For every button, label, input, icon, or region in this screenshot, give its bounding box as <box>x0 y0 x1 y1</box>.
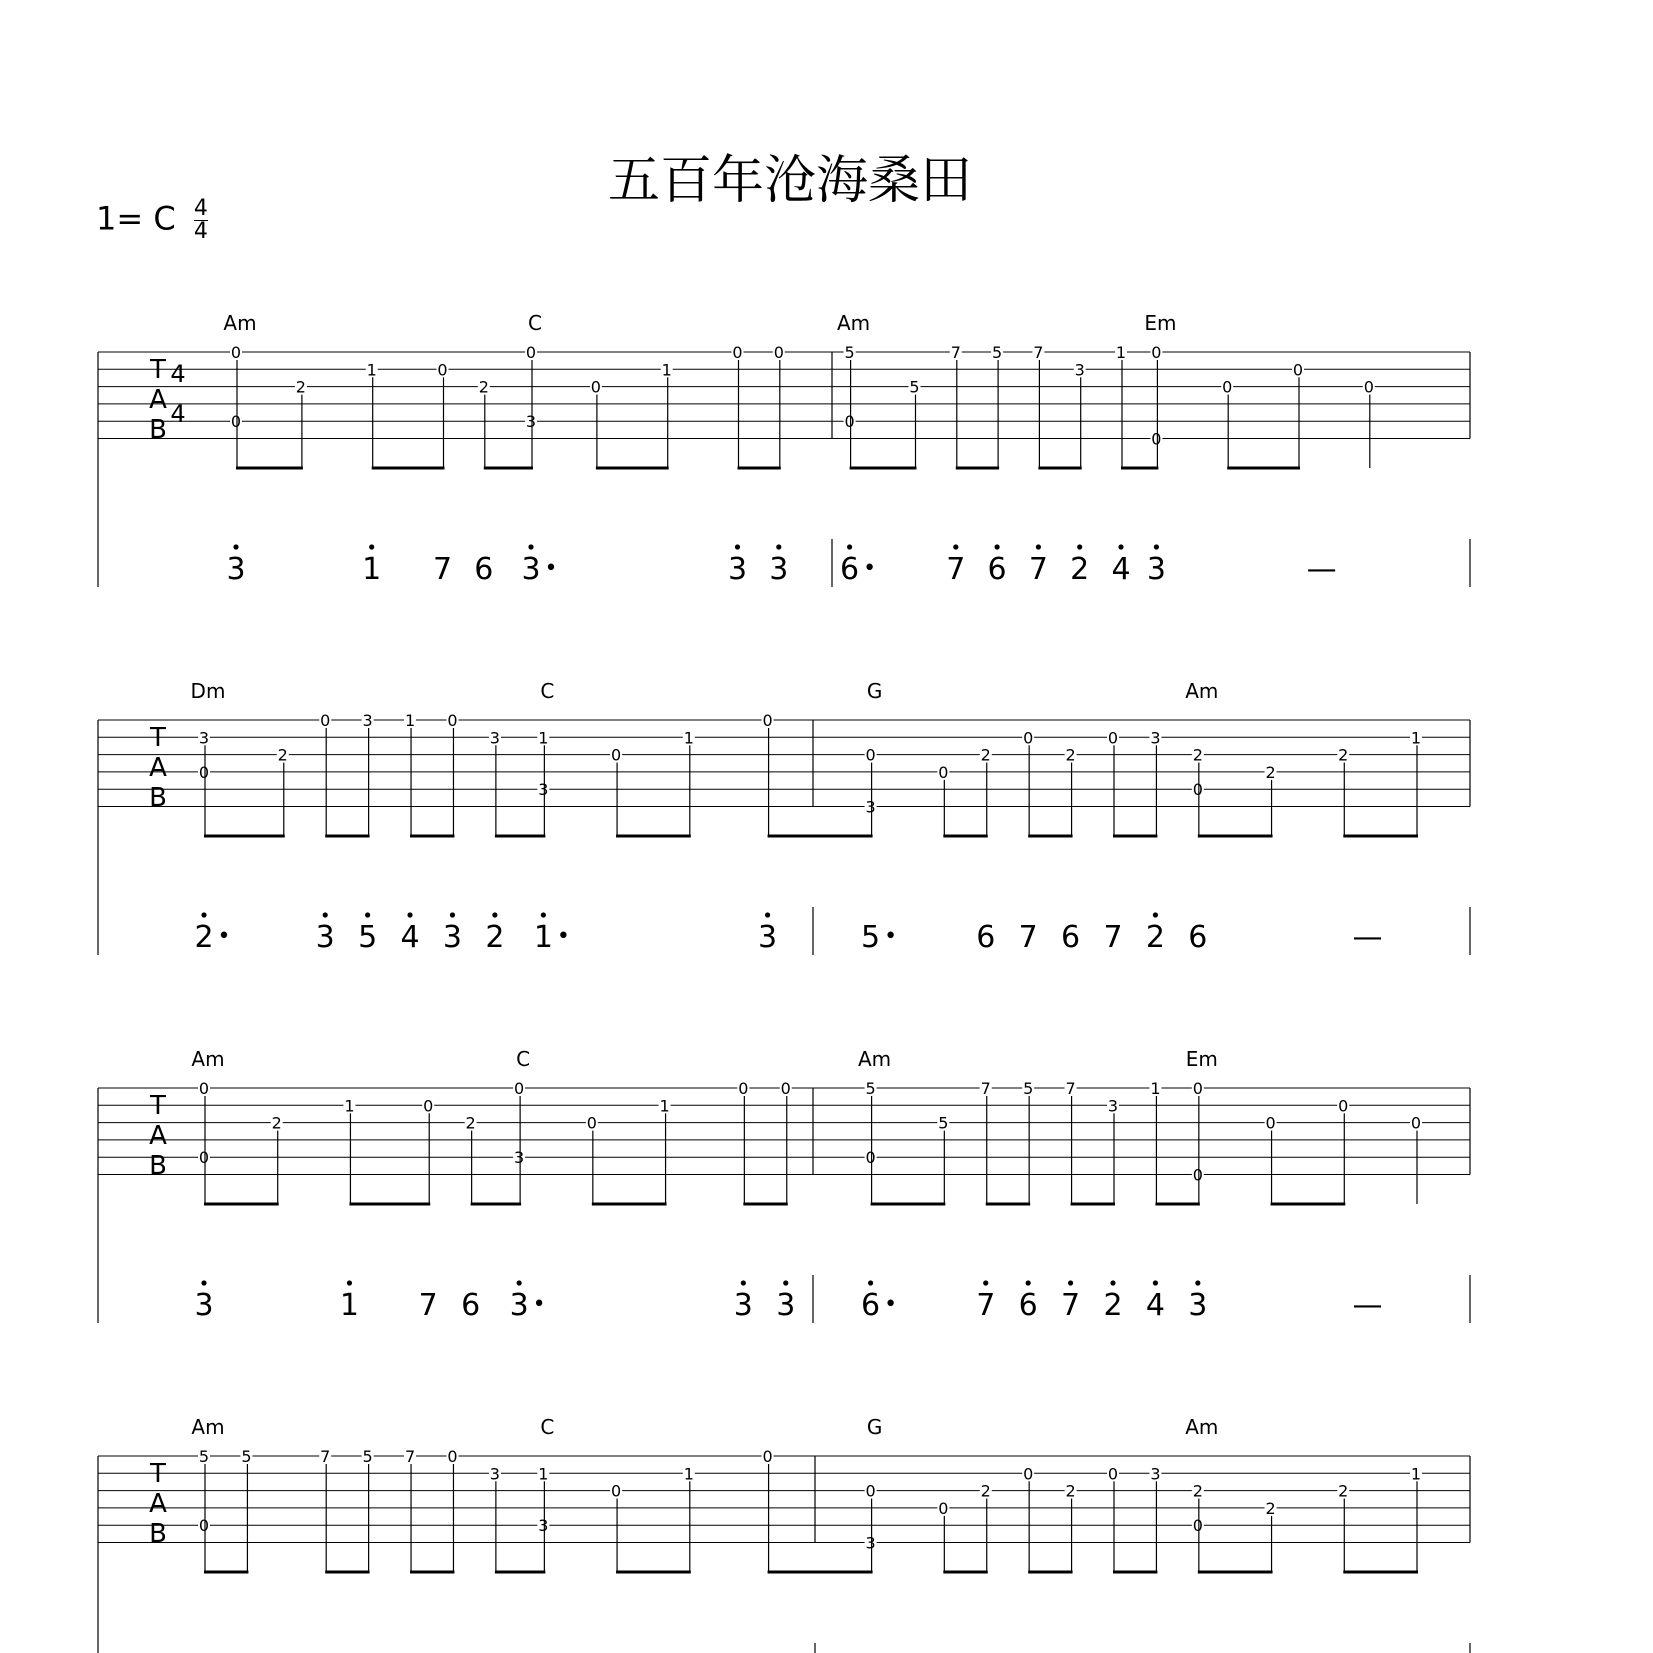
fret-number: 2 <box>1192 745 1203 765</box>
octave-dot <box>868 1280 873 1285</box>
page-title: 五百年沧海桑田 <box>607 151 972 211</box>
fret-number: 2 <box>277 745 288 765</box>
fret-number: 1 <box>683 728 694 748</box>
fret-number: 5 <box>992 343 1003 362</box>
melody-note: 2 <box>1103 1288 1123 1323</box>
augmentation-dot: • <box>884 1292 898 1317</box>
fret-number: 0 <box>1107 728 1119 748</box>
fret-number: 0 <box>844 412 855 432</box>
fret-number: 0 <box>590 377 601 397</box>
fret-number: 7 <box>1033 343 1044 362</box>
fret-number: 0 <box>198 1148 210 1168</box>
octave-dot <box>1153 1280 1158 1285</box>
melody-note: 4 <box>400 920 420 955</box>
melody-note: 3 <box>509 1288 529 1323</box>
fret-number: 0 <box>610 1481 622 1501</box>
octave-dot <box>233 544 238 549</box>
chord-name: Am <box>837 311 871 335</box>
fret-number: 1 <box>1115 343 1127 362</box>
augmentation-dot: • <box>544 556 558 581</box>
fret-number: 3 <box>538 780 549 800</box>
fret-number: 5 <box>1023 1079 1034 1098</box>
fret-number: 3 <box>1150 728 1161 748</box>
fret-number: 0 <box>762 1447 773 1466</box>
fret-number: 0 <box>1192 780 1203 800</box>
chord-name: Dm <box>190 679 226 703</box>
time-sig-top: 4 <box>193 196 208 221</box>
tab-letter: B <box>149 1151 167 1181</box>
augmentation-dot: • <box>217 924 231 949</box>
melody-note: 7 <box>976 1288 996 1323</box>
melody-note: 3 <box>1146 552 1166 587</box>
fret-number: 1 <box>1410 1464 1422 1484</box>
tab-time-sig: 4 <box>170 400 186 428</box>
tab-time-sig: 4 <box>170 360 186 388</box>
octave-dot <box>365 912 370 917</box>
melody-note: 6 <box>1188 920 1208 955</box>
octave-dot <box>983 1280 988 1285</box>
fret-number: 1 <box>659 1096 670 1116</box>
fret-number: 0 <box>230 412 242 432</box>
fret-number: 2 <box>295 377 306 397</box>
melody-note: 2 <box>1070 552 1090 587</box>
fret-number: 3 <box>362 711 373 730</box>
melody-note: 3 <box>733 1288 753 1323</box>
octave-dot <box>369 544 374 549</box>
fret-number: 3 <box>1074 360 1085 380</box>
chord-name: Am <box>1185 1415 1219 1439</box>
fret-number: 2 <box>1065 1481 1076 1501</box>
fret-number: 0 <box>1192 1516 1203 1536</box>
fret-number: 0 <box>1192 1165 1203 1185</box>
fret-number: 0 <box>938 1498 949 1518</box>
fret-number: 7 <box>980 1079 991 1098</box>
octave-dot <box>765 912 770 917</box>
fret-number: 0 <box>1292 360 1304 380</box>
octave-dot <box>1110 1280 1115 1285</box>
fret-number: 0 <box>865 1148 876 1168</box>
melody-note: 6 <box>461 1288 481 1323</box>
chord-name: C <box>540 679 555 703</box>
fret-number: 2 <box>1265 762 1276 782</box>
melody-note: 3 <box>315 920 335 955</box>
melody-note: 3 <box>776 1288 796 1323</box>
octave-dot <box>1154 544 1159 549</box>
fret-number: 0 <box>732 343 743 362</box>
chord-name: G <box>866 1415 883 1439</box>
tab-letter: T <box>150 355 166 385</box>
fret-number: 1 <box>683 1464 694 1484</box>
octave-dot <box>1036 544 1041 549</box>
melody-note: 7 <box>1028 552 1048 587</box>
chord-name: Am <box>191 1047 225 1071</box>
fret-number: 2 <box>980 745 991 765</box>
melody-note: 6 <box>474 552 494 587</box>
tab-letter: T <box>150 723 166 753</box>
fret-number: 1 <box>344 1096 355 1116</box>
melody-note: 3 <box>226 552 246 587</box>
octave-dot <box>1026 1280 1031 1285</box>
fret-number: 0 <box>865 1481 876 1501</box>
fret-number: 0 <box>1107 1464 1119 1484</box>
fret-number: 2 <box>1338 745 1349 765</box>
fret-number: 0 <box>198 1516 210 1536</box>
fret-number: 2 <box>465 1113 476 1133</box>
fret-number: 2 <box>1065 745 1076 765</box>
melody-note: 1 <box>339 1288 359 1323</box>
tab-letter: T <box>150 1091 166 1121</box>
melody-note: 7 <box>1103 920 1123 955</box>
time-sig-bottom: 4 <box>193 219 208 244</box>
fret-number: 5 <box>865 1079 876 1098</box>
fret-number: 0 <box>1192 1079 1203 1098</box>
fret-number: 1 <box>1150 1079 1161 1098</box>
tab-letter: A <box>149 1121 167 1151</box>
fret-number: 7 <box>1065 1079 1076 1098</box>
fret-number: 5 <box>938 1113 949 1133</box>
octave-dot <box>1153 912 1158 917</box>
fret-number: 0 <box>320 711 331 730</box>
key-label: 1= C <box>96 199 176 238</box>
octave-dot <box>201 912 206 917</box>
melody-note: 3 <box>442 920 463 955</box>
fret-number: 2 <box>1192 1481 1203 1501</box>
fret-number: 0 <box>1151 343 1162 362</box>
melody-note: 7 <box>946 552 966 587</box>
fret-number: 1 <box>538 1464 549 1484</box>
octave-dot <box>517 1280 522 1285</box>
fret-number: 0 <box>938 762 949 782</box>
melody-note: 7 <box>1061 1288 1081 1323</box>
augmentation-dot: • <box>863 556 877 581</box>
tab-letter: B <box>149 783 167 813</box>
fret-number: 3 <box>514 1148 525 1168</box>
fret-number: 0 <box>610 745 622 765</box>
melody-note: 2 <box>194 920 214 955</box>
fret-number: 0 <box>865 745 876 765</box>
octave-dot <box>847 544 852 549</box>
melody-note: 6 <box>1061 920 1081 955</box>
fret-number: 5 <box>362 1447 373 1466</box>
melody-note: 6 <box>1018 1288 1038 1323</box>
melody-note: — <box>1306 552 1337 587</box>
fret-number: 3 <box>865 797 876 817</box>
fret-number: 0 <box>525 343 537 362</box>
tab-letter: T <box>150 1459 166 1489</box>
octave-dot <box>492 912 497 917</box>
melody-note: 3 <box>769 552 789 587</box>
fret-number: 0 <box>586 1113 597 1133</box>
fret-number: 0 <box>198 762 210 782</box>
melody-note: 6 <box>861 1288 881 1323</box>
fret-number: 7 <box>950 343 961 362</box>
melody-note: 3 <box>194 1288 214 1323</box>
tab-letter: A <box>149 753 167 783</box>
octave-dot <box>741 1280 746 1285</box>
melody-note: 4 <box>1145 1288 1165 1323</box>
fret-number: 0 <box>514 1079 525 1098</box>
melody-note: 6 <box>987 552 1007 587</box>
fret-number: 2 <box>980 1481 991 1501</box>
octave-dot <box>735 544 740 549</box>
fret-number: 0 <box>1023 1464 1034 1484</box>
octave-dot <box>776 544 781 549</box>
octave-dot <box>1118 544 1123 549</box>
melody-note: 6 <box>976 920 996 955</box>
melody-note: 5 <box>861 920 881 955</box>
fret-number: 3 <box>1107 1096 1119 1116</box>
fret-number: 0 <box>1023 728 1034 748</box>
octave-dot <box>201 1280 206 1285</box>
fret-number: 7 <box>404 1447 416 1466</box>
fret-number: 7 <box>320 1447 331 1466</box>
fret-number: 5 <box>844 343 855 362</box>
fret-number: 0 <box>1410 1113 1422 1133</box>
chord-name: Am <box>1185 679 1219 703</box>
fret-number: 1 <box>661 360 672 380</box>
melody-note: — <box>1352 1288 1383 1323</box>
tab-letter: A <box>149 1489 167 1519</box>
fret-number: 0 <box>198 1079 210 1098</box>
fret-number: 2 <box>1265 1498 1276 1518</box>
fret-number: 1 <box>366 360 377 380</box>
fret-number: 0 <box>437 360 448 380</box>
chord-name: G <box>866 679 883 703</box>
octave-dot <box>1195 1280 1200 1285</box>
fret-number: 3 <box>198 728 210 748</box>
melody-note: 2 <box>1145 920 1165 955</box>
fret-number: 5 <box>198 1447 210 1466</box>
fret-number: 0 <box>1151 429 1162 449</box>
fret-number: 1 <box>538 728 549 748</box>
fret-number: 0 <box>423 1096 434 1116</box>
fret-number: 3 <box>489 1464 500 1484</box>
octave-dot <box>953 544 958 549</box>
fret-number: 0 <box>1222 377 1233 397</box>
augmentation-dot: • <box>556 924 570 949</box>
fret-number: 5 <box>241 1447 252 1466</box>
fret-number: 0 <box>738 1079 749 1098</box>
chord-name: Am <box>191 1415 225 1439</box>
octave-dot <box>528 544 533 549</box>
fret-number: 0 <box>1363 377 1374 397</box>
melody-note: 3 <box>521 552 541 587</box>
fret-number: 1 <box>1410 728 1422 748</box>
fret-number: 5 <box>909 377 920 397</box>
melody-note: 6 <box>840 552 860 587</box>
chord-name: C <box>540 1415 555 1439</box>
chord-name: C <box>516 1047 531 1071</box>
augmentation-dot: • <box>884 924 898 949</box>
fret-number: 2 <box>1338 1481 1349 1501</box>
tab-letter: A <box>149 385 167 415</box>
melody-note: 3 <box>758 920 778 955</box>
melody-note: 7 <box>418 1288 438 1323</box>
fret-number: 2 <box>478 377 489 397</box>
tab-letter: B <box>149 1519 167 1549</box>
fret-number: 0 <box>447 1447 458 1466</box>
fret-number: 3 <box>489 728 500 748</box>
octave-dot <box>1077 544 1082 549</box>
chord-name: Em <box>1185 1047 1218 1071</box>
chord-name: Am <box>858 1047 892 1071</box>
melody-note: 7 <box>1018 920 1038 955</box>
octave-dot <box>995 544 1000 549</box>
chord-name: Am <box>223 311 257 335</box>
fret-number: 1 <box>404 711 416 730</box>
fret-number: 3 <box>865 1533 876 1553</box>
melody-note: 3 <box>1188 1288 1208 1323</box>
melody-note: 3 <box>727 552 748 587</box>
octave-dot <box>1068 1280 1073 1285</box>
octave-dot <box>347 1280 352 1285</box>
fret-number: 0 <box>230 343 242 362</box>
octave-dot <box>407 912 412 917</box>
octave-dot <box>783 1280 788 1285</box>
tab-letter: B <box>149 415 167 445</box>
octave-dot <box>323 912 328 917</box>
melody-note: 5 <box>358 920 378 955</box>
melody-note: 4 <box>1111 552 1131 587</box>
octave-dot <box>450 912 455 917</box>
melody-note: 1 <box>362 552 382 587</box>
fret-number: 0 <box>1338 1096 1349 1116</box>
fret-number: 3 <box>538 1516 549 1536</box>
fret-number: 0 <box>780 1079 791 1098</box>
fret-number: 0 <box>1265 1113 1276 1133</box>
melody-note: 2 <box>485 920 505 955</box>
fret-number: 3 <box>1150 1464 1161 1484</box>
fret-number: 0 <box>762 711 773 730</box>
melody-note: 1 <box>533 920 553 955</box>
fret-number: 0 <box>773 343 784 362</box>
fret-number: 3 <box>525 412 537 432</box>
fret-number: 2 <box>271 1113 282 1133</box>
octave-dot <box>541 912 546 917</box>
melody-note: — <box>1352 920 1383 955</box>
chord-name: C <box>528 311 542 335</box>
chord-name: Em <box>1144 311 1177 335</box>
melody-note: 7 <box>432 552 453 587</box>
augmentation-dot: • <box>532 1292 546 1317</box>
fret-number: 0 <box>447 711 458 730</box>
